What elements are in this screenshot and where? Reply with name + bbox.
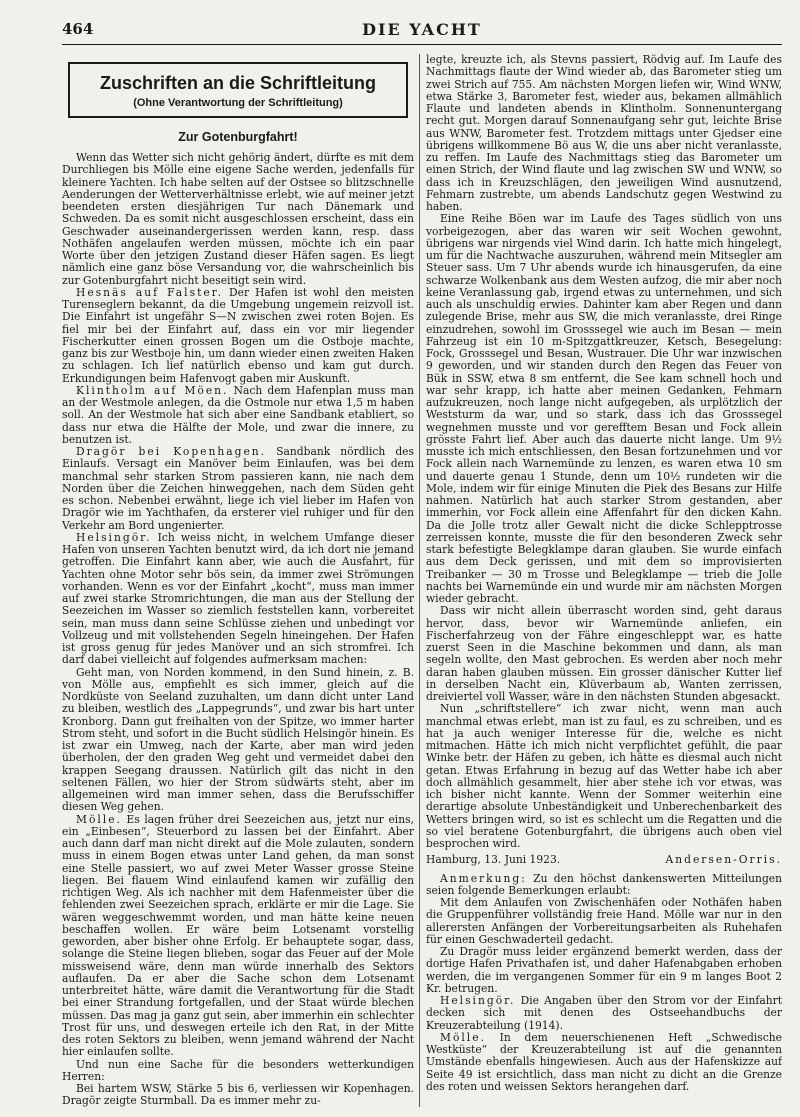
journal-title: DIE YACHT bbox=[362, 20, 482, 39]
column-subtitle: (Ohne Verantwortung der Schriftleitung) bbox=[133, 97, 343, 109]
left-column bbox=[62, 54, 414, 1113]
paragraph-lead: Dragör bei Kopenhagen. bbox=[76, 445, 267, 458]
article-body-right bbox=[426, 54, 782, 850]
paragraph-text: legte, kreuzte ich, als Stevns passiert, Rödvig auf. Im Laufe des Nachmittags flaute der Wind wieder ab, das Barometer stieg um zwei Strich auf 755. Am nächsten Morgen liefen wir, Wind WNW, etwa Stärke 3, Barometer fest, wieder aus, bekamen allmählich Flaute und landeten abends in Klintholm. Sonnenuntergang recht gut. Morgen darauf Sonnenaufgang sehr gut, leichte Brise aus WNW, Barometer fest. Trotzdem mittags unter Gjedser eine übrigens willkommene Bö aus W, die uns aber nicht veranlasste, zu reffen. Im Laufe des Nachmittags stieg das Barometer um einen Strich, der Wind flaute und lag zwischen SW und WNW, so dass ich in Kreuzschlägen, den jeweiligen Wind ausnutzend, Fehmarn zustrebte, um abends Landschutz gegen Westwind zu haben. bbox=[426, 54, 782, 213]
paragraph-text: Dass wir nicht allein überrascht worden sind, geht daraus hervor, dass, bevor wir Warnemünde anliefen, ein Fischerfahrzeug von der Fähre eingeschleppt war, es hatte zuerst Seen in die Maschine bekommen und dann, als man segeln wollte, den Mast gebrochen. Es werden aber noch mehr daran haben glauben müssen. Ein grosser dänischer Kutter lief in derselben Nacht ein, Klüverbaum ab, Wanten zerrissen, dreiviertel voll Wasser, wäre in den nächsten Stunden abgesackt. bbox=[426, 604, 782, 703]
paragraph-text: Die Angaben über den Strom vor der Einfahrt decken sich mit denen des Ostseehandbuchs der Kreuzerabteilung (1914). bbox=[426, 994, 782, 1032]
paragraph-text: Wenn das Wetter sich nicht gehörig ändert, dürfte es mit dem Durchliegen bis Mölle eine eigene Sache werden, jedenfalls für kleinere Yachten. Ich habe selten auf der Ostsee so blitzschnelle Aenderungen der Wetterverhältnisse erlebt, wie auf meiner jetzt beendeten ersten diesjährigen Tur nach Dänemark und Schweden. Da es somit nicht ausgeschlossen erscheint, dass ein Geschwader auseinandergerissen werden kann, resp. dass Nothäfen angelaufen werden müssen, möchte ich ein paar Worte über den jetzigen Zustand dieser Häfen sagen. Es liegt nämlich eine ganz böse Versandung vor, die wahrscheinlich bis zur Gotenburgfahrt nicht beseitigt sein wird. bbox=[62, 151, 414, 287]
paragraph-text: Zu den höchst dankenswerten Mitteilungen seien folgende Bemerkungen erlaubt: bbox=[426, 871, 782, 897]
paragraph-text: In dem neuerschienenen Heft „Schwedische Westküste“ der Kreuzerabteilung ist auf die genannten Umstände ebenfalls hingewiesen. Auch aus der Hafenskizze auf Seite 49 ist ersichtlich, dass man nicht zu dicht an die Grenze des roten und weissen Sektors herangehen darf. bbox=[426, 1030, 782, 1093]
article-body-left bbox=[62, 152, 414, 1108]
paragraph-text: Ich weiss nicht, in welchem Umfange dieser Hafen von unseren Yachten benutzt wird, da ich dort nie jemand getroffen. Die Einfahrt kann aber, wie auch die Ausfahrt, für Yachten ohne Motor sehr bös sein, da immer zwei Strömungen vorhanden. Wenn es vor der Einfahrt „kocht“, muss man immer auf zwei starke Stromrichtungen, die man aus der Stellung der Seezeichen im Wasser so ziemlich feststellen kann, vorbereitet sein, man muss dann seine Schlüsse ziehen und unbedingt vor Vollzeug und mit vollstehenden Segeln hineingehen. Der Hafen ist gross genug für jedes Manöver und an sich stromfrei. Ich darf dabei vielleicht auf folgendes aufmerksam machen: bbox=[62, 530, 414, 667]
editor-note bbox=[426, 873, 782, 1094]
paragraph bbox=[62, 385, 414, 446]
paragraph bbox=[62, 152, 414, 287]
paragraph-text: Zu Dragör muss leider ergänzend bemerkt werden, dass der dortige Hafen Privathafen ist, und daher Hafenabgaben erhoben werden, die im vergangenen Sommer für ein 9 m langes Boot 2 Kr. betrugen. bbox=[426, 945, 782, 995]
paragraph bbox=[62, 446, 414, 532]
paragraph-text: Bei hartem WSW, Stärke 5 bis 6, verliessen wir Kopenhagen. Dragör zeigte Sturmball. Da es immer mehr zu- bbox=[62, 1082, 414, 1108]
paragraph-lead: Helsingör. bbox=[76, 530, 152, 544]
paragraph bbox=[62, 1083, 414, 1108]
paragraph-text: Nach dem Hafenplan muss man an der Westmole anlegen, da die Ostmole nur etwa 1,5 m haben soll. An der Westmole hat sich aber eine Sandbank etabliert, so dass nur etwa die Hälfte der Mole, und zwar die innere, zu benutzen ist. bbox=[62, 383, 414, 446]
header-rule bbox=[62, 44, 782, 45]
paragraph bbox=[426, 995, 782, 1032]
signature-author: Andersen-Orris. bbox=[665, 853, 782, 867]
paragraph-text: Eine Reihe Böen war im Laufe des Tages südlich von uns vorbeigezogen, aber das waren wir seit Wochen gewohnt, übrigens war nirgends viel Wind darin. Ich hatte mich hingelegt, um für die Nachtwache auszuruhen, während mein Mitsegler am Steuer sass. Um 7 Uhr abends wurde ich hinausgerufen, da eine schwarze Wolkenbank aus dem Westen aufzog, die mir aber noch keine Veranlassung gab, irgend etwas zu unternehmen, und sich auch als unschuldig erwies. Dahinter kam aber Regen und dann zulegende Brise, mehr aus SW, die mich veranlasste, drei Ringe einzudrehen, sowohl im Grosssegel wie auch im Besan — mein Fahrzeug ist ein 10 m-Spitzgattkreuzer, Ketsch, Besegelung: Fock, Grosssegel und Besan, Wustrauer. Die Uhr war inzwischen 9 geworden, und wir standen durch den Regen das Feuer von Bük in SSW, etwa 8 sm entfernt, die See kam schnell hoch und war sehr krapp, ich hatte aber meinen Gedanken, Fehmarn aufzukreuzen, noch lange nicht aufgegeben, als urplötzlich der Weststurm da war, und so stark, dass ich das Grosssegel wegnehmen musste und vor gerefftem Besan und Fock allein grösste Fahrt lief. Aber auch das dauerte nicht lange. Um 9½ musste ich mich entschliessen, den Besan fortzunehmen und vor Fock allein nach Warnemünde zu lenzen, es waren etwa 10 sm und dauerte genau 1 Stunde, denn um 10½ rundeten wir die Mole, indem wir für einige Minuten die Piek des Besans zur Hilfe nahmen. Natürlich hat auch starker Strom gestanden, aber immerhin, vor Fock allein eine Affenfahrt für den dicken Kahn. Da die Jolle trotz aller Gewalt nicht die dicke Schlepptrosse zerreissen konnte, musste die für den besonderen Zweck sehr stark befestigte Belegklampe daran glauben. Sie wurde einfach aus dem Deck gerissen, und mit dem so improvisierten Treibanker — 30 m Trosse und Belegklampe — trieb die Jolle nachts bei Warnemünde ein und wurde mir am nächsten Morgen wieder gebracht. bbox=[426, 212, 782, 605]
paragraph-lead: Mölle. bbox=[440, 1030, 486, 1044]
paragraph bbox=[426, 605, 782, 703]
paragraph-text: Mit dem Anlaufen von Zwischenhäfen oder Nothäfen haben die Gruppenführer vollständig freie Hand. Mölle war nur in den allerersten Anfängen der Vorbereitungsarbeiten als Ruhehafen für einen Geschwaderteil gedacht. bbox=[426, 896, 782, 946]
paragraph-lead: Helsingör. bbox=[440, 994, 516, 1007]
paragraph bbox=[62, 532, 414, 667]
signature-line bbox=[426, 854, 782, 866]
paragraph-lead: Anmerkung: bbox=[440, 871, 527, 885]
paragraph-lead: Mölle. bbox=[76, 812, 122, 826]
paragraph bbox=[62, 1059, 414, 1084]
paragraph-text: Es lagen früher drei Seezeichen aus, jetzt nur eins, ein „Einbesen“, Steuerbord zu lassen bei der Einfahrt. Aber auch dann darf man nicht direkt auf die Mole zulauten, sondern muss in einem Bogen etwas unter Land gehen, da man sonst eine Stelle passiert, wo auf zwei Meter Wasser grosse Steine liegen. Bei flauem Wind einlaufend kamen wir zufällig den richtigen Weg. Als ich nachher mit dem Hafenmeister über die fehlenden zwei Seezeichen sprach, erklärte er mir die Lage. Sie wären weggeschwemmt worden, und man hätte keine neuen beschaffen wollen. Er wäre beim Lotsenamt vorstellig geworden, aber bisher ohne Erfolg. Er behauptete sogar, dass, solange die Steine liegen blieben, sogar das Feuer auf der Mole missweisend wäre, denn man würde innerhalb des Sektors auflaufen. Da er aber die Sache schon dem Lotsenamt unterbreitet hätte, wäre damit die Verantwortung für die Stadt bei einer Strandung fortgefallen, und der Staat würde blechen müssen. Das mag ja ganz gut sein, aber immerhin ein schlechter Trost für uns, und deswegen erteile ich den Rat, in der Mitte des roten Sektors zu bleiben, wenn jemand während der Nacht hier einlaufen sollte. bbox=[62, 812, 414, 1059]
paragraph bbox=[62, 667, 414, 814]
paragraph bbox=[426, 897, 782, 946]
column-divider bbox=[419, 54, 420, 1107]
signature-place-date: Hamburg, 13. Juni 1923. bbox=[426, 853, 561, 867]
paragraph-text: Und nun eine Sache für die besonders wetterkundigen Herren: bbox=[62, 1057, 414, 1083]
paragraph bbox=[62, 287, 414, 385]
paragraph-text: Sandbank nördlich des Einlaufs. Versagt ein Manöver beim Einlaufen, was bei dem manchmal sehr starken Strom passieren kann, nie nach dem Norden über die Zeichen hinweggehen, nach dem Süden geht es schon. Nebenbei erwähnt, liege ich viel lieber im Hafen von Dragör wie im Yachthafen, da ersterer viel ruhiger und für den Verkehr am Bord ungenierter. bbox=[62, 445, 414, 532]
right-column bbox=[426, 54, 782, 1113]
paragraph bbox=[426, 1032, 782, 1093]
article-title: Zur Gotenburgfahrt! bbox=[178, 130, 298, 144]
paragraph bbox=[426, 703, 782, 850]
paragraph bbox=[426, 213, 782, 605]
page-number: 464 bbox=[62, 20, 94, 38]
paragraph-text: Geht man, von Norden kommend, in den Sund hinein, z. B. von Mölle aus, empfiehlt es sich immer, gleich auf die Nordküste von Seeland zuzuhalten, um dann dicht unter Land zu bleiben, westlich des „Lappegrunds“, und zwar bis hart unter Kronborg. Dann gut freihalten von der Spitze, wo immer harter Strom steht, und sofort in die Bucht südlich Helsingör hinein. Es ist zwar ein Umweg, nach der Karte, aber man wird jeden überholen, der den graden Weg geht und vermeidet dabei den krappen Seegang draussen. Natürlich gilt das nicht in den seltenen Fällen, wo hier der Strom südwärts steht, aber im allgemeinen wird man immer sehen, dass die Berufsschiffer diesen Weg gehen. bbox=[62, 665, 414, 814]
paragraph bbox=[426, 946, 782, 995]
column-heading-box bbox=[68, 62, 408, 118]
paragraph bbox=[426, 873, 782, 898]
paragraph bbox=[62, 814, 414, 1059]
paragraph-text: Der Hafen ist wohl den meisten Turenseglern bekannt, da die Umgebung ungemein reizvoll ist. Die Einfahrt ist ungefähr S—N zwischen zwei roten Bojen. Es fiel mir bei der Einfahrt auf, dass ein vor mir liegender Fischerkutter einen grossen Bogen um die Ostboje machte, ganz bis zur Westboje hin, um dann wieder einen zweiten Haken zu schlagen. Ich lief natürlich ebenso und kam gut durch. Erkundigungen beim Hafenvogt gaben mir Auskunft. bbox=[62, 285, 414, 385]
paragraph-text: Nun „schriftstellere“ ich zwar nicht, wenn man auch manchmal etwas erlebt, man ist zu faul, es zu schreiben, und es hat ja auch weniger Interesse für die, welche es nicht mitmachen. Hätte ich mich nicht verpflichtet gefühlt, die paar Winke betr. der Häfen zu geben, ich hätte es diesmal auch nicht getan. Etwas Erfahrung in bezug auf das Wetter habe ich aber doch allmählich gesammelt, hier aber stehe ich vor etwas, was ich bisher nicht kannte. Wenn der Sommer weiterhin eine derartige absolute Unbeständigkeit und Unberechenbarkeit des Wetters bringen wird, so ist es schlecht um die Regatten und die so viel beratene Gotenburgfahrt, die übrigens auch oben viel besprochen wird. bbox=[426, 702, 782, 850]
paragraph-lead: Hesnäs auf Falster. bbox=[76, 285, 224, 299]
page-header bbox=[62, 20, 782, 40]
paragraph-lead: Klintholm auf Möen. bbox=[76, 383, 229, 397]
column-title: Zuschriften an die Schriftleitung bbox=[99, 73, 377, 93]
paragraph bbox=[426, 54, 782, 213]
